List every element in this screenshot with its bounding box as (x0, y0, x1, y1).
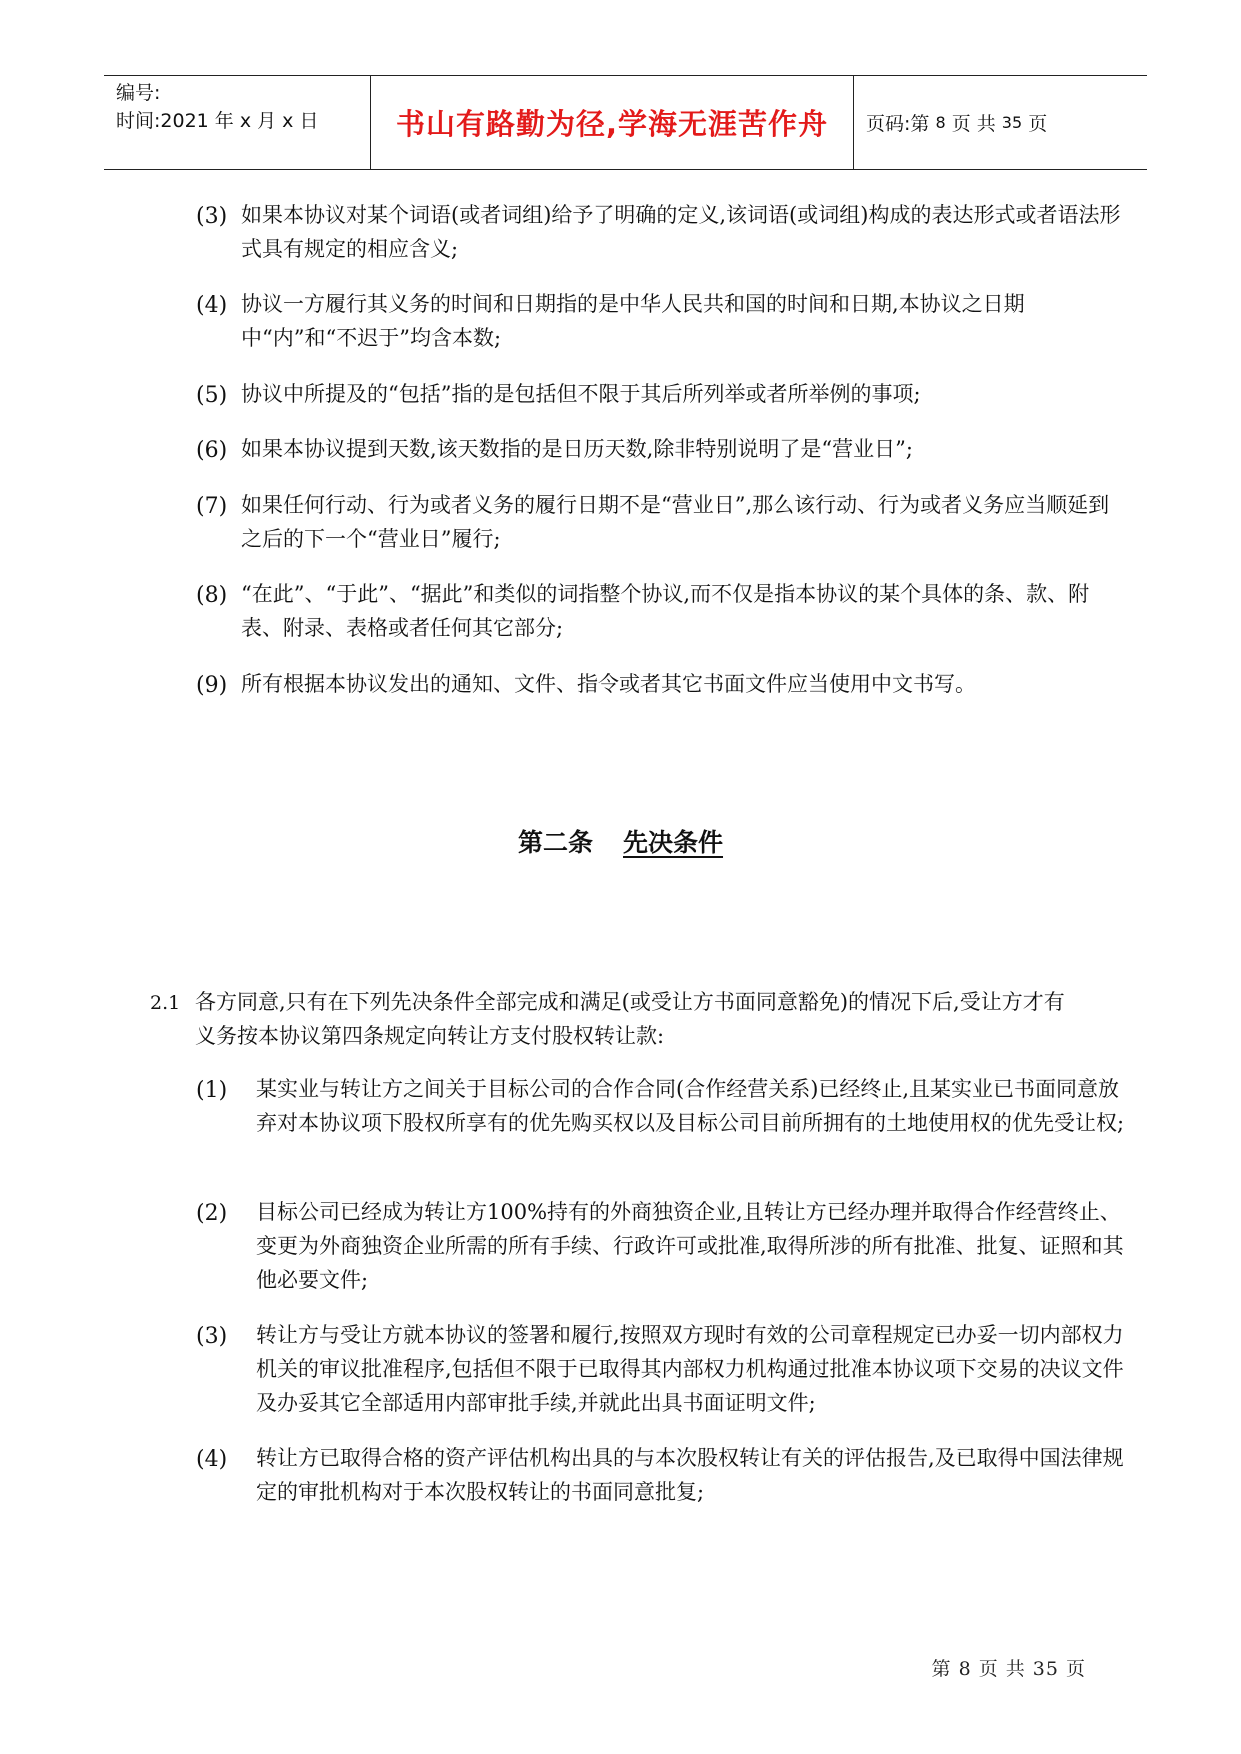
item-number: (3) (196, 1324, 228, 1349)
item-text: 协议一方履行其义务的时间和日期指的是中华人民共和国的时间和日期,本协议之日期中“内”和“不迟于”均含本数; (241, 292, 1025, 350)
item-text: “在此”、“于此”、“据此”和类似的词指整个协议,而不仅是指本协议的某个具体的条、款、附表、附录、表格或者任何其它部分; (241, 582, 1090, 640)
header-page-info (866, 76, 1047, 169)
item-number: (7) (196, 494, 228, 519)
item-number: (2) (196, 1201, 228, 1226)
page-number: 8 (935, 113, 946, 132)
item-number: (1) (196, 1078, 228, 1103)
item-number: (6) (196, 438, 228, 463)
header-divider (370, 76, 371, 169)
page-suffix: 页 (1028, 113, 1048, 135)
item-number: (8) (196, 583, 228, 608)
clause-text: 各方同意,只有在下列先决条件全部完成和满足(或受让方书面同意豁免)的情况下后,受让方才有义务按本协议第四条规定向转让方支付股权转让款: (195, 990, 1065, 1048)
section-title (0, 823, 1241, 859)
item-number: (4) (196, 1447, 228, 1472)
item-number: (5) (196, 383, 228, 408)
item-text: 如果本协议对某个词语(或者词组)给予了明确的定义,该词语(或词组)构成的表达形式或者语法形式具有规定的相应含义; (241, 203, 1121, 261)
item-text: 转让方与受让方就本协议的签署和履行,按照双方现时有效的公司章程规定已办妥一切内部权力机关的审议批准程序,包括但不限于已取得其内部权力机构通过批准本协议项下交易的决议文件及办妥其它全部适用内部审批手续,并就此出具书面证明文件; (256, 1323, 1124, 1415)
header-motto: 书山有路勤为径,学海无涯苦作舟 (395, 107, 829, 141)
item-number: (9) (196, 673, 228, 698)
page-total: 35 (1001, 113, 1023, 132)
clause-number: 2.1 (150, 992, 181, 1014)
doc-time-label: 时间:2021 年 x 月 x 日 (116, 110, 319, 132)
item-text: 所有根据本协议发出的通知、文件、指令或者其它书面文件应当使用中文书写。 (241, 672, 976, 696)
page-mid: 页 共 (951, 113, 996, 135)
item-number: (4) (196, 293, 228, 318)
page-footer: 第 8 页 共 35 页 (931, 1658, 1086, 1680)
section-number: 第二条 (517, 828, 593, 857)
page-prefix: 页码:第 (866, 113, 930, 135)
item-text: 目标公司已经成为转让方100%持有的外商独资企业,且转让方已经办理并取得合作经营终止、变更为外商独资企业所需的所有手续、行政许可或批准,取得所涉的所有批准、批复、证照和其他必要文件; (256, 1200, 1124, 1292)
section-heading: 先决条件 (623, 828, 724, 857)
item-text: 某实业与转让方之间关于目标公司的合作合同(合作经营关系)已经终止,且某实业已书面同意放弃对本协议项下股权所享有的优先购买权以及目标公司目前所拥有的土地使用权的优先受让权; (256, 1077, 1125, 1135)
item-number: (3) (196, 204, 228, 229)
item-text: 如果任何行动、行为或者义务的履行日期不是“营业日”,那么该行动、行为或者义务应当顺延到之后的下一个“营业日”履行; (241, 493, 1110, 551)
item-text: 转让方已取得合格的资产评估机构出具的与本次股权转让有关的评估报告,及已取得中国法律规定的审批机构对于本次股权转让的书面同意批复; (256, 1446, 1124, 1504)
doc-number-label: 编号: (116, 82, 161, 104)
item-text: 如果本协议提到天数,该天数指的是日历天数,除非特别说明了是“营业日”; (241, 437, 913, 461)
item-text: 协议中所提及的“包括”指的是包括但不限于其后所列举或者所举例的事项; (241, 382, 921, 406)
header-meta (116, 79, 366, 135)
header-divider (853, 76, 854, 169)
page-header (104, 75, 1147, 170)
